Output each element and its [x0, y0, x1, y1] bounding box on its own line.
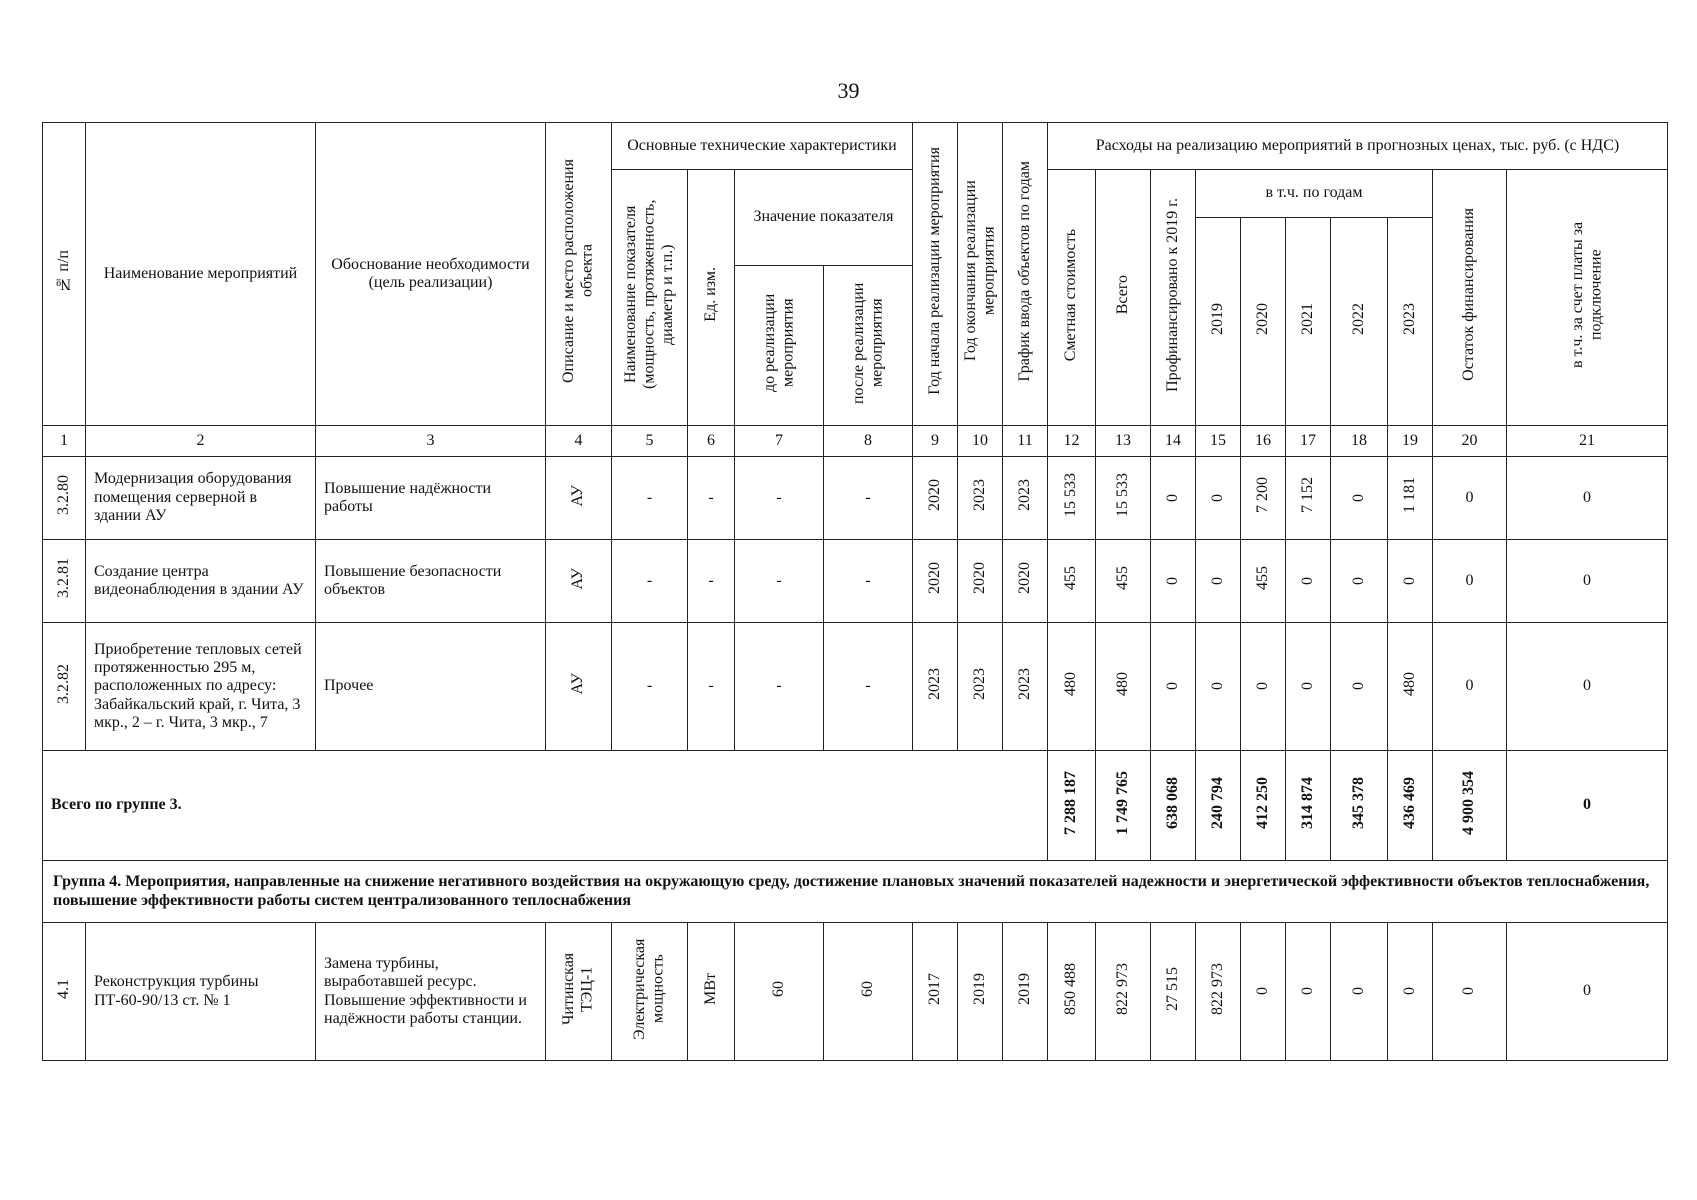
row-end: 2019	[958, 923, 1003, 1061]
row-2019: 822 973	[1196, 923, 1241, 1061]
column-number: 19	[1388, 426, 1433, 457]
column-number: 15	[1196, 426, 1241, 457]
cell-financed: 0	[1151, 457, 1196, 540]
cell-place: АУ	[546, 457, 612, 540]
cell-y2022: 0	[1331, 623, 1388, 751]
cell-y2020: 0	[1241, 623, 1286, 751]
cell-schedule: 2020	[1003, 540, 1048, 623]
table-row	[43, 623, 1668, 751]
cell-y2022: 0	[1331, 540, 1388, 623]
cell-y2020: 7 200	[1241, 457, 1286, 540]
total-row	[43, 751, 1668, 861]
column-number: 20	[1433, 426, 1507, 457]
header-cell-2: Наименование мероприятий	[86, 123, 316, 426]
cell-y2023: 480	[1388, 623, 1433, 751]
header-cell-3: Обоснование необходимости (цель реализации)	[316, 123, 546, 426]
total-connection: 0	[1507, 751, 1668, 861]
column-number: 1	[43, 426, 86, 457]
cell-financed: 0	[1151, 540, 1196, 623]
cell-rest: 0	[1433, 623, 1507, 751]
column-number: 18	[1331, 426, 1388, 457]
row-2023: 0	[1388, 923, 1433, 1061]
header-cell-6: Ед. изм.	[688, 170, 735, 426]
header-year-2021: 2021	[1286, 218, 1331, 426]
header-year-2020: 2020	[1241, 218, 1286, 426]
header-cell-14: Профинансировано к 2019 г.	[1151, 170, 1196, 426]
cell-y2019: 0	[1196, 623, 1241, 751]
cell-y2021: 0	[1286, 623, 1331, 751]
cell-reason: Прочее	[316, 623, 546, 751]
table-row-4-1	[43, 923, 1668, 1061]
cell-rest: 0	[1433, 540, 1507, 623]
cell-num: 3.2.80	[43, 457, 86, 540]
total-2022: 345 378	[1331, 751, 1388, 861]
cell-reason: Повышение безопасности объектов	[316, 540, 546, 623]
cell-unit: -	[688, 457, 735, 540]
row-param: Электрическая мощность	[612, 923, 688, 1061]
row-estimate: 850 488	[1048, 923, 1096, 1061]
row-before: 60	[735, 923, 824, 1061]
cell-name: Создание центра видеонаблюдения в здании АУ	[86, 540, 316, 623]
header-cell-12: Сметная стоимость	[1048, 170, 1096, 426]
row-connection: 0	[1507, 923, 1668, 1061]
cell-connection: 0	[1507, 457, 1668, 540]
header-cell-20: Остаток финансирования	[1433, 170, 1507, 426]
column-number: 13	[1096, 426, 1151, 457]
column-number: 12	[1048, 426, 1096, 457]
header-cell-9: Год начала реализации мероприятия	[913, 123, 958, 426]
header-cell-13: Всего	[1096, 170, 1151, 426]
cell-start: 2023	[913, 623, 958, 751]
column-number: 5	[612, 426, 688, 457]
header-year-2023: 2023	[1388, 218, 1433, 426]
total-financed: 638 068	[1151, 751, 1196, 861]
row-2021: 0	[1286, 923, 1331, 1061]
header-cell-21: в т.ч. за счет платы за подключение	[1507, 170, 1668, 426]
cell-connection: 0	[1507, 540, 1668, 623]
cell-start: 2020	[913, 540, 958, 623]
table-row	[43, 457, 1668, 540]
total-2023: 436 469	[1388, 751, 1433, 861]
cell-estimate: 480	[1048, 623, 1096, 751]
column-number: 4	[546, 426, 612, 457]
cell-total: 455	[1096, 540, 1151, 623]
cell-after: -	[824, 540, 913, 623]
cell-place: АУ	[546, 540, 612, 623]
cell-num: 3.2.81	[43, 540, 86, 623]
row-start: 2017	[913, 923, 958, 1061]
cell-y2022: 0	[1331, 457, 1388, 540]
table-row	[43, 540, 1668, 623]
cell-y2023: 0	[1388, 540, 1433, 623]
column-number: 2	[86, 426, 316, 457]
column-number: 7	[735, 426, 824, 457]
row-number: 4.1	[43, 923, 86, 1061]
row-2020: 0	[1241, 923, 1286, 1061]
page-number: 39	[837, 78, 860, 103]
row-unit: МВт	[688, 923, 735, 1061]
cell-estimate: 455	[1048, 540, 1096, 623]
header-cost-group: Расходы на реализацию мероприятий в прогнозных ценах, тыс. руб. (с НДС)	[1048, 123, 1668, 170]
total-total: 1 749 765	[1096, 751, 1151, 861]
row-reason: Замена турбины, выработавшей ресурс. Повышение эффективности и надёжности работы станции.	[316, 923, 546, 1061]
column-number: 3	[316, 426, 546, 457]
header-year-2019: 2019	[1196, 218, 1241, 426]
header-cell-11: График ввода объектов по годам	[1003, 123, 1048, 426]
cell-y2023: 1 181	[1388, 457, 1433, 540]
cell-num: 3.2.82	[43, 623, 86, 751]
total-2019: 240 794	[1196, 751, 1241, 861]
cell-rest: 0	[1433, 457, 1507, 540]
row-financed: 27 515	[1151, 923, 1196, 1061]
cell-param: -	[612, 540, 688, 623]
cell-y2020: 455	[1241, 540, 1286, 623]
cell-unit: -	[688, 623, 735, 751]
total-estimate: 7 288 187	[1048, 751, 1096, 861]
cell-after: -	[824, 457, 913, 540]
cell-before: -	[735, 540, 824, 623]
cell-param: -	[612, 623, 688, 751]
header-cell-5: Наименование показателя (мощность, протяженность, диаметр и т.п.)	[612, 170, 688, 426]
total-label: Всего по группе 3.	[43, 751, 1048, 861]
row-2022: 0	[1331, 923, 1388, 1061]
column-number: 16	[1241, 426, 1286, 457]
cell-param: -	[612, 457, 688, 540]
cell-y2021: 0	[1286, 540, 1331, 623]
cell-estimate: 15 533	[1048, 457, 1096, 540]
cell-after: -	[824, 623, 913, 751]
header-tech-group: Основные технические характеристики	[612, 123, 913, 170]
cell-schedule: 2023	[1003, 457, 1048, 540]
column-number: 14	[1151, 426, 1196, 457]
total-2020: 412 250	[1241, 751, 1286, 861]
header-cell-8: после реализации мероприятия	[824, 266, 913, 426]
cell-reason: Повышение надёжности работы	[316, 457, 546, 540]
column-number: 6	[688, 426, 735, 457]
header-cell-4: Описание и место расположения объекта	[546, 123, 612, 426]
header-cell-10: Год окончания реализации мероприятия	[958, 123, 1003, 426]
header-years-group: в т.ч. по годам	[1196, 170, 1433, 218]
cell-start: 2020	[913, 457, 958, 540]
column-number: 8	[824, 426, 913, 457]
investment-table	[42, 122, 1668, 1061]
cell-y2019: 0	[1196, 540, 1241, 623]
cell-total: 15 533	[1096, 457, 1151, 540]
row-total: 822 973	[1096, 923, 1151, 1061]
total-rest: 4 900 354	[1433, 751, 1507, 861]
row-after: 60	[824, 923, 913, 1061]
cell-end: 2023	[958, 457, 1003, 540]
cell-place: АУ	[546, 623, 612, 751]
header-cell-1: № п/п	[43, 123, 86, 426]
cell-financed: 0	[1151, 623, 1196, 751]
cell-end: 2023	[958, 623, 1003, 751]
cell-end: 2020	[958, 540, 1003, 623]
cell-before: -	[735, 457, 824, 540]
cell-y2019: 0	[1196, 457, 1241, 540]
total-2021: 314 874	[1286, 751, 1331, 861]
cell-y2021: 7 152	[1286, 457, 1331, 540]
cell-connection: 0	[1507, 623, 1668, 751]
cell-name: Модернизация оборудования помещения серверной в здании АУ	[86, 457, 316, 540]
column-number: 17	[1286, 426, 1331, 457]
row-place: Читинская ТЭЦ-1	[546, 923, 612, 1061]
cell-name: Приобретение тепловых сетей протяженностью 295 м, расположенных по адресу: Забайкальский край, г. Чита, 3 мкр., 2 – г. Чита, 3 мкр., 7	[86, 623, 316, 751]
cell-total: 480	[1096, 623, 1151, 751]
column-number: 10	[958, 426, 1003, 457]
column-number: 9	[913, 426, 958, 457]
cell-before: -	[735, 623, 824, 751]
group4-title: Группа 4. Мероприятия, направленные на снижение негативного воздействия на окружающую среду, достижение плановых значений показателей надежности и энергетической эффективности объектов теплоснабжения, повышение эффективности работы систем централизованного теплоснабжения	[43, 861, 1668, 923]
header-value-group: Значение показателя	[735, 170, 913, 266]
header-cell-7: до реализации мероприятия	[735, 266, 824, 426]
header-year-2022: 2022	[1331, 218, 1388, 426]
cell-unit: -	[688, 540, 735, 623]
column-number: 11	[1003, 426, 1048, 457]
row-name: Реконструкция турбины ПТ-60-90/13 ст. № 1	[86, 923, 316, 1061]
column-number: 21	[1507, 426, 1668, 457]
row-schedule: 2019	[1003, 923, 1048, 1061]
row-rest: 0	[1433, 923, 1507, 1061]
cell-schedule: 2023	[1003, 623, 1048, 751]
